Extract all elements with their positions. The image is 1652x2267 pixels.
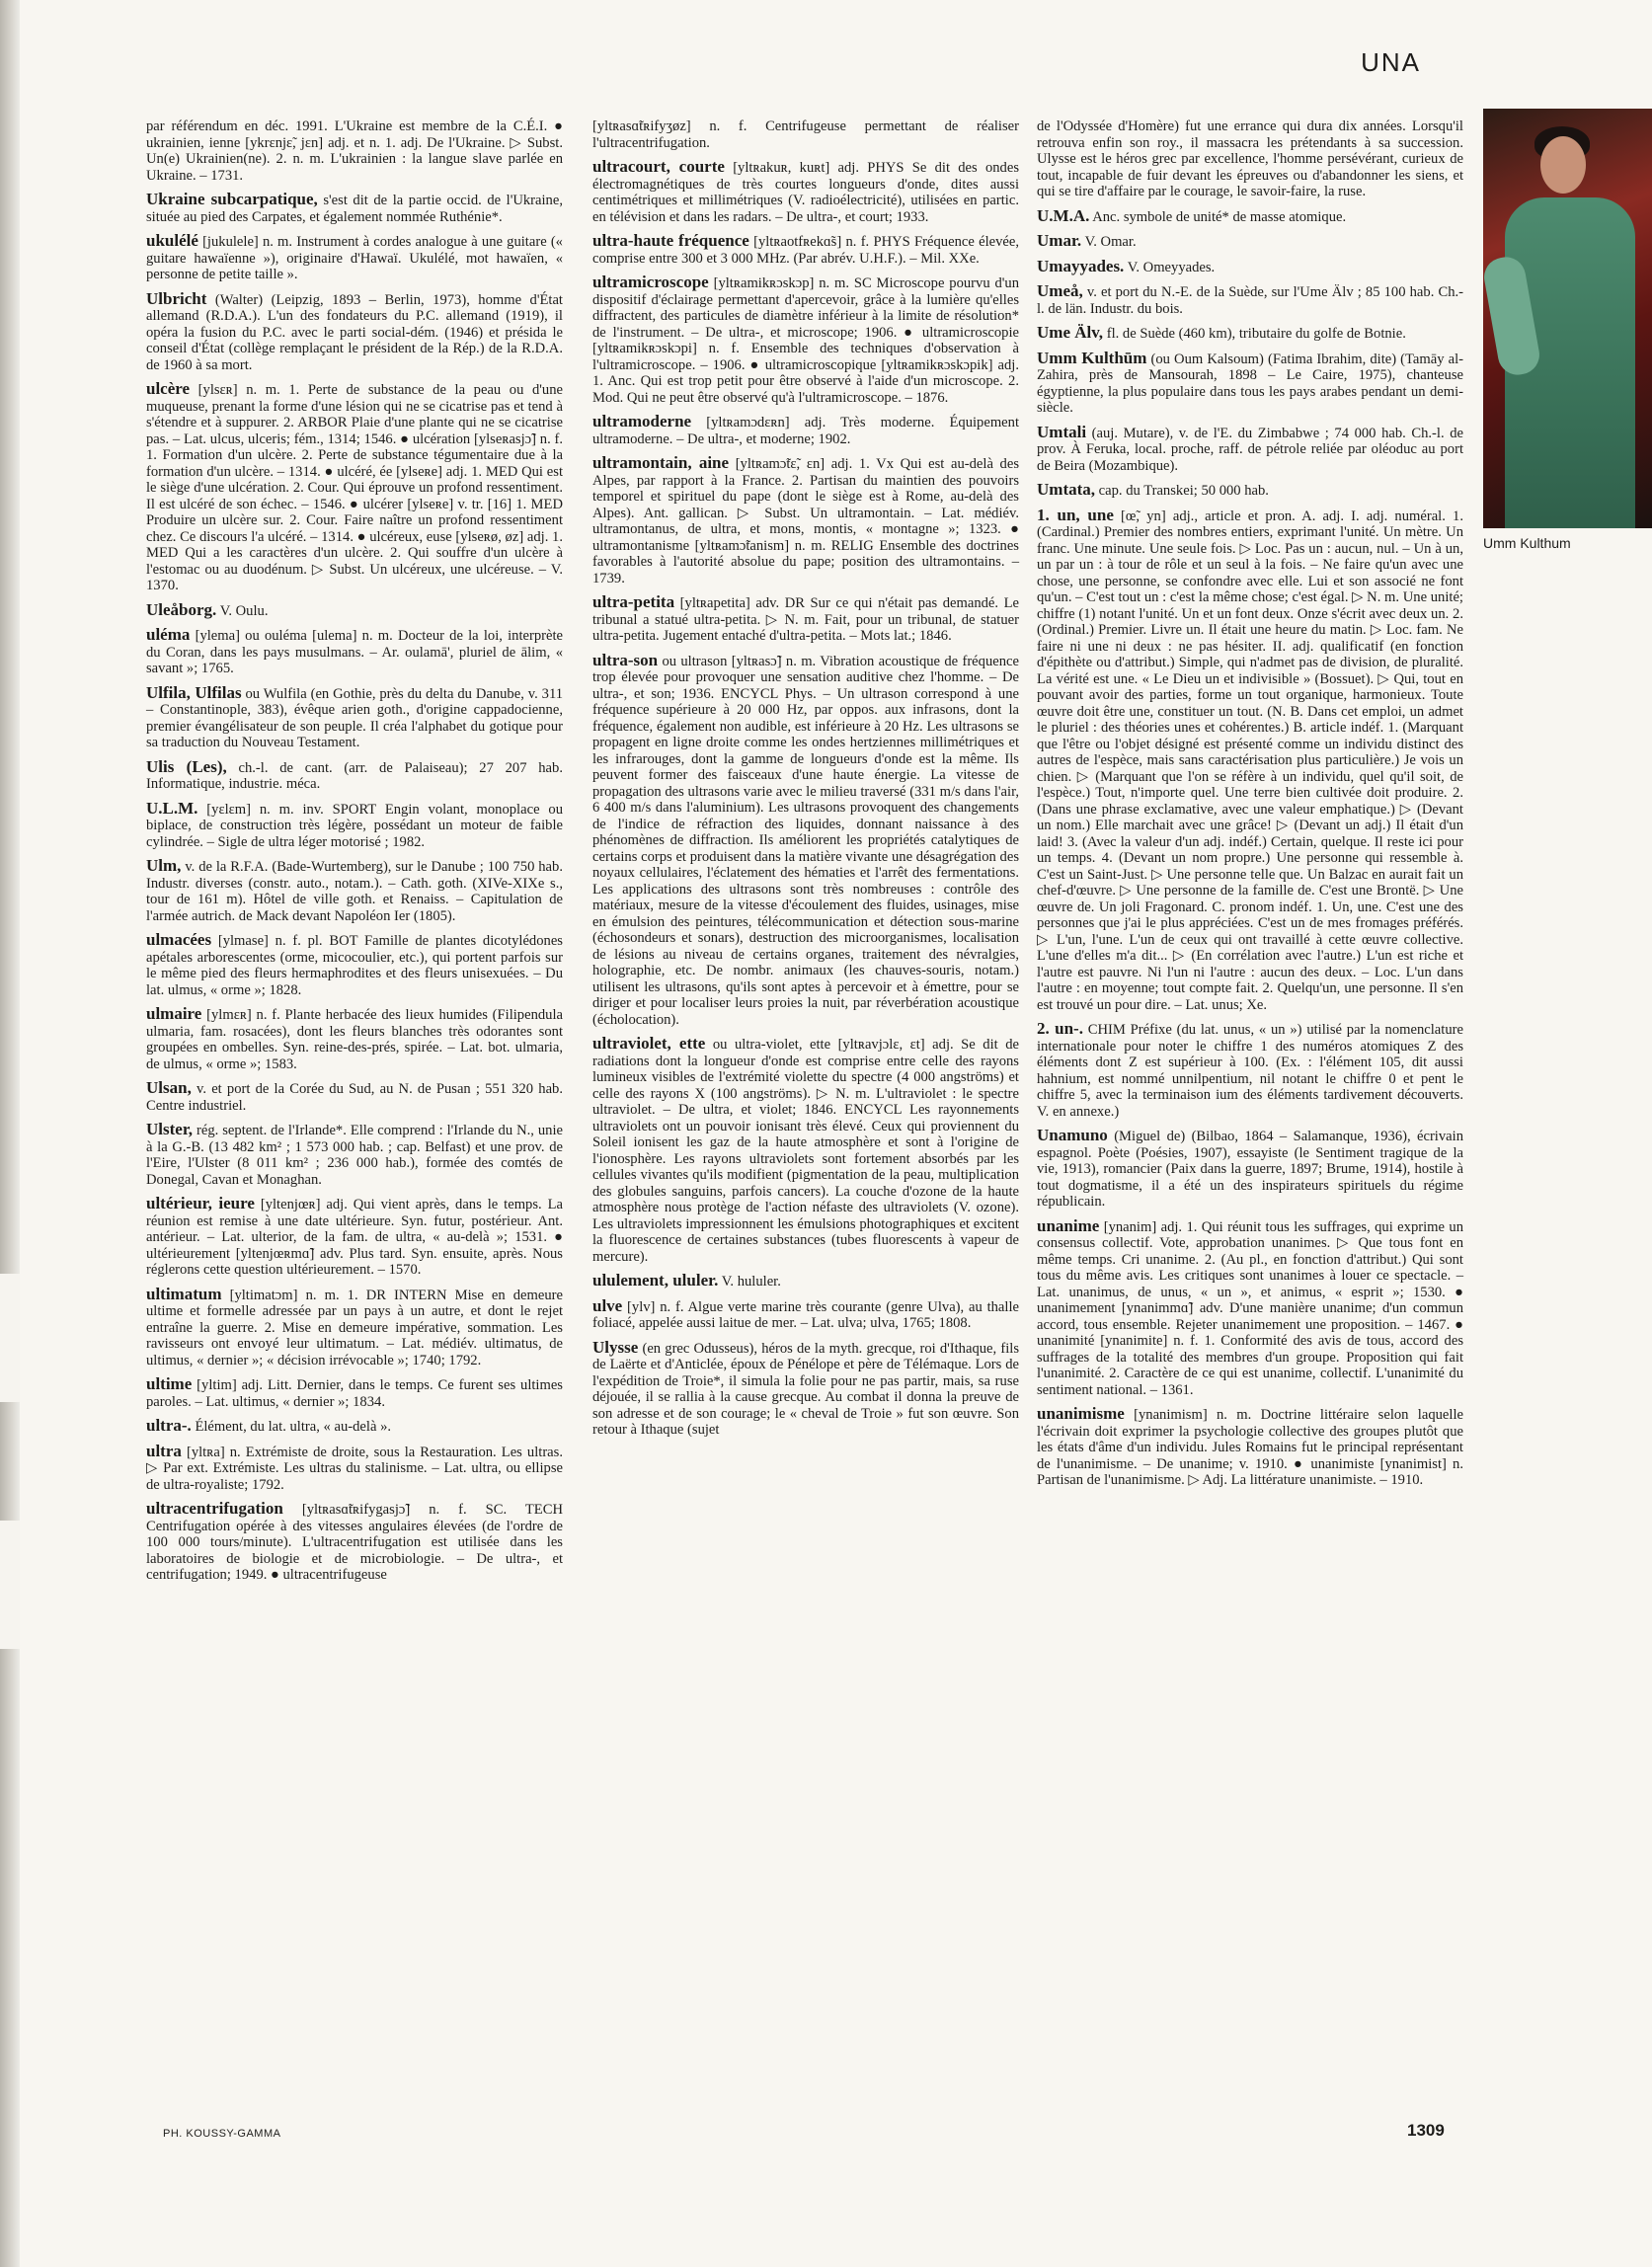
dictionary-entry — [146, 1196, 563, 1279]
entry-headword: ulve — [592, 1295, 623, 1315]
dictionary-entry — [1037, 1406, 1463, 1489]
entry-headword: ulcère — [146, 379, 191, 398]
entry-headword: Ulis (Les), — [146, 756, 227, 776]
dictionary-entry — [146, 381, 563, 594]
entry-text: [ylmɛʀ] n. f. Plante herbacée des lieux humides (Filipendula ulmaria, fam. rosacées), dont les fleurs blanches très odorantes sont groupées en ombelles. Syn. reine-des-prés, spirée. – Lat. bot. ulmaria, de ulmus, « orme »; 1583. — [146, 1007, 563, 1072]
dictionary-entry — [592, 455, 1019, 586]
entry-text: v. et port du N.-E. de la Suède, sur l'Ume Älv ; 85 100 hab. Ch.-l. de län. Industr. du bois. — [1037, 284, 1463, 317]
dictionary-entry — [1037, 325, 1463, 343]
entry-headword: ultérieur, ieure — [146, 1194, 255, 1212]
entry-text: s'est dit de la partie occid. de l'Ukraine, située au pied des Carpates, et également nommée Ruthénie*. — [146, 193, 563, 225]
entry-text: [ylmase] n. f. pl. BOT Famille de plantes dicotylédones apétales arborescentes (orme, micocoulier, etc.), qui portent parfois sur le même pied des fleurs hermaphrodites et des fleurs unisexuées. – Du lat. ulmus, « orme »; 1828. — [146, 933, 563, 998]
entry-text: [ylsɛʀ] n. m. 1. Perte de substance de la peau ou d'une muqueuse, prenant la forme d'une lésion qui ne se cicatrise pas et tend à s'étendre et à suppurer. 2. ARBOR Plaie d'une plante qui ne se cicatrise pas. – Lat. ulcus, ulceris; fém., 1314; 1546. ● ulcération [ylseʀasjɔ̃] n. f. 1. Formation d'un ulcère. 2. Perte de substance tégumentaire due à la formation d'un ulcère. – 1314. ● ulcéré, ée [ylseʀe] adj. 1. MED Qui est le siège d'une ulcération. 2. Cour. Qui éprouve un profond ressentiment. Il est ulcéré de son échec. – 1546. ● ulcérer [ylseʀe] v. tr. [16] 1. MED Produire un ulcère sur. 2. Cour. Faire naître un profond ressentiment chez. Ce discours l'a ulcéré. – 1314. ● ulcéreux, euse [ylseʀø, øz] adj. 1. MED Qui a les caractères d'un ulcère. 2. Qui souffre d'un ulcère à l'estomac ou au duodénum. ▷ Subst. Un ulcéreux, une ulcéreuse. – V. 1370. — [146, 382, 563, 593]
entry-headword: ultramicroscope — [592, 273, 709, 291]
page-binding-edge — [0, 0, 20, 2267]
entry-headword: ultimatum — [146, 1284, 222, 1303]
entry-text: (Miguel de) (Bilbao, 1864 – Salamanque, 1936), écrivain espagnol. Poète (Poésies, 1907), essayiste (le Sentiment tragique de la vie, 1913), romancier (Paix dans la guerre, 1897; Brume, 1914), hostile à tout dogmatisme, il a été un des inspirateurs spirituels du régime républicain. — [1037, 1129, 1463, 1210]
entry-headword: Ume Älv, — [1037, 323, 1104, 342]
dictionary-entry — [1037, 505, 1463, 1014]
dictionary-entry — [146, 599, 563, 620]
dictionary-entry — [146, 627, 563, 677]
column-3 — [1037, 118, 1463, 1497]
entry-headword: ultramontain, aine — [592, 453, 730, 472]
entry-headword: ulmacées — [146, 930, 212, 949]
figure-face — [1540, 136, 1586, 194]
entry-headword: Ulster, — [146, 1120, 194, 1138]
dictionary-entry — [592, 159, 1019, 225]
page-number: 1309 — [1407, 2121, 1445, 2140]
entry-text: [yltimatɔm] n. m. 1. DR INTERN Mise en demeure ultime et formelle adressée par un pays à un autre, et dont le rejet entraîne la guerre. 2. Mise en demeure impérative, sommation. Les ravisseurs ont envoyé leur ultimatum. – Lat. médiév. ultimatus, de ultimus, « dernier »; « décision irrévocable »; 1740; 1792. — [146, 1287, 563, 1368]
dictionary-entry — [146, 118, 563, 184]
page-tab — [0, 1521, 21, 1649]
entry-text: ch.-l. de cant. (arr. de Palaiseau); 27 207 hab. Informatique, industrie. méca. — [146, 759, 563, 792]
dictionary-entry — [146, 1006, 563, 1072]
entry-headword: ululement, ululer. — [592, 1271, 719, 1290]
entry-headword: unanime — [1037, 1215, 1100, 1235]
entry-text: (auj. Mutare), v. de l'E. du Zimbabwe ; 74 000 hab. Ch.-l. de prov. À Feruka, local. proche, raff. de pétrole reliée par oléoduc au port de Beira (Mozambique). — [1037, 425, 1463, 474]
entry-headword: 2. un-. — [1037, 1019, 1083, 1038]
entry-text: cap. du Transkei; 50 000 hab. — [1098, 483, 1269, 499]
entry-headword: Ulsan, — [146, 1078, 192, 1097]
entry-headword: Ulm, — [146, 856, 182, 875]
entry-text: fl. de Suède (460 km), tributaire du golfe de Botnie. — [1106, 326, 1406, 342]
entry-text: V. hululer. — [721, 1274, 781, 1290]
entry-text: [yltʀakuʀ, kuʀt] adj. PHYS Se dit des ondes électromagnétiques de très courtes longueurs d'onde, dites aussi centimétriques et millimétriques (V. radioélectricité), utilisées en partic. en télévision et dans les radars. – De ultra-, et court; 1933. — [592, 160, 1019, 225]
dictionary-entry — [1037, 1128, 1463, 1211]
entry-headword: ultracentrifugation — [146, 1499, 283, 1518]
entry-headword: unanimisme — [1037, 1404, 1125, 1423]
entry-headword: Uleåborg. — [146, 599, 217, 619]
dictionary-entry — [1037, 1021, 1463, 1120]
dictionary-entry — [1037, 283, 1463, 317]
dictionary-entry — [1037, 482, 1463, 500]
entry-text: rég. septent. de l'Irlande*. Elle comprend : l'Irlande du N., unie à la G.-B. (13 482 km² ; 1 573 000 hab. ; cap. Belfast) et une prov. de l'Eire, l'Ulster (8 011 km² ; 236 000 hab.), formée des comtés de Donegal, Cavan et Monaghan. — [146, 1123, 563, 1188]
entry-headword: Umtata, — [1037, 480, 1096, 499]
entry-text: [yltʀasɑ̃tʀifyʒøz] n. f. Centrifugeuse permettant de réaliser l'ultracentrifugation. — [592, 118, 1019, 151]
dictionary-entry — [146, 1080, 563, 1114]
dictionary-entry — [146, 798, 563, 851]
entry-headword: Ulysse — [592, 1337, 639, 1357]
entry-text: [ynanimism] n. m. Doctrine littéraire selon laquelle l'écrivain doit exprimer la psychologie collective des groupes plutôt que les états d'âme d'un individu. Jules Romains fut le principal représentant de l'unanimisme. – De unanime; v. 1910. ● unanimiste [ynanimist] n. Partisan de l'unanimisme. ▷ Adj. La littérature unanimiste. – 1910. — [1037, 1407, 1463, 1488]
entry-text: CHIM Préfixe (du lat. unus, « un ») utilisé par la nomenclature internationale pour noter le chiffre 1 des numéros atomiques Z des éléments dont Z est supérieur à 100. (Ex. : l'élément 105, dit aussi hahnium, est nommé unnilpentium, nil notant le chiffre 0 et pent le chiffre 5, avec la terminaison ium des éléments tardivement découverts. V. en annexe.) — [1037, 1022, 1463, 1120]
entry-headword: ultra-son — [592, 650, 659, 669]
dictionary-entry — [146, 932, 563, 998]
dictionary-entry — [592, 650, 1019, 1029]
dictionary-entry — [1037, 256, 1463, 276]
entry-headword: Ukraine subcarpatique, — [146, 190, 318, 208]
entry-headword: Umeå, — [1037, 281, 1083, 300]
entry-headword: ultra-haute fréquence — [592, 231, 749, 250]
portrait-photo — [1483, 109, 1652, 528]
dictionary-entry — [146, 288, 563, 374]
entry-text: ou Wulfila (en Gothie, près du delta du Danube, v. 311 – Constantinople, 383), évêque arien goth., d'origine cappadocienne, premier évangélisateur de son peuple. Il créa l'alphabet du gotique pour sa traduction du Nouveau Testament. — [146, 685, 563, 750]
dictionary-entry — [592, 1036, 1019, 1265]
entry-text: [ynanim] adj. 1. Qui réunit tous les suffrages, qui exprime un consensus collectif. Vote, approbation unanimes. ▷ Que tous font en même temps. Cri unanime. 2. (Au pl., en fonction d'attribut.) Qui sont tous du même avis. Les critiques sont unanimes à louer ce spectacle. – Lat. unanimus, de unus, « un », et animus, « esprit »; 1530. ● unanimement [ynanimmɑ̃] adv. D'une manière unanime; d'un commun accord, tous ensemble. Rejeter unanimement une proposition. – 1467. ● unanimité [ynanimite] n. f. 1. Conformité des avis de tous, accord des suffrages de la totalité des membres d'un groupe. Proposition qui fait l'unanimité. 2. Caractère de ce qui est unanime, collectif. L'unanimité du sentiment national. – 1361. — [1037, 1218, 1463, 1398]
entry-text: [ylema] ou ouléma [ulema] n. m. Docteur de la loi, interprète du Coran, dans les pays musulmans. – Ar. oulamā', pluriel de ālim, « savant »; 1765. — [146, 628, 563, 676]
page-tab — [0, 1274, 21, 1402]
entry-text: ou ultrason [yltʀasɔ̃] n. m. Vibration acoustique de fréquence trop élevée pour provoquer une sensation auditive chez l'homme. – De ultra-, et son; 1936. ENCYCL Phys. – Un ultrason correspond à une fréquence supérieure à 20 000 Hz, par oppos. aux infrasons, dont la fréquence, également non audible, est inférieure à 20 Hz. Les ultrasons se propagent en ligne droite comme les ondes hertziennes millimétriques et les infrarouges, dont la gamme de longueurs d'onde est la même. Ils peuvent former des faisceaux d'une haute énergie. La vitesse de propagation des ultrasons varie avec le milieu traversé (331 m/s dans l'air, 6 400 m/s dans l'aluminium). Les ultrasons provoquent des changements de l'indice de réfraction des liquides, donnant naissance à des phénomènes de diffraction. Ils améliorent les propriétés catalytiques de certains corps et produisent dans la matière vivante une désagrégation des noyaux cellulaires, l'éclatement des hématies et l'arrêt des fermentations. Les applications des ultrasons sont très nombreuses : contrôle des matériaux, mesure de la vitesse d'écoulement des fluides, usinages, mise en émulsion des peintures, télécommunication et détection sous-marine (échosondeurs et sonars), destruction des microorganismes, localisation de lésions au niveau de certains organes, traitement des névralgies, holographie, etc. De nombr. animaux (les chauves-souris, notam.) utilisent les ultrasons, qu'ils sont aptes à percevoir et à émettre, pour se diriger et pour localiser leurs proies la nuit, par réverbération acoustique (écholocation). — [592, 653, 1019, 1028]
column-2 — [592, 118, 1019, 1446]
entry-text: par référendum en déc. 1991. L'Ukraine est membre de la C.É.I. ● ukrainien, ienne [ykrɛnjɛ̃, jɛn] adj. et n. 1. adj. De l'Ukraine. ▷ Subst. Un(e) Ukrainien(ne). 2. n. m. L'ukrainien : la langue slave parlée en Ukraine. – 1731. — [146, 118, 563, 184]
entry-text: [yltim] adj. Litt. Dernier, dans le temps. Ce furent ses ultimes paroles. – Lat. ultimus, « dernier »; 1834. — [146, 1377, 563, 1410]
entry-headword: ultra-. — [146, 1416, 192, 1435]
dictionary-entry — [592, 1273, 1019, 1290]
dictionary-entry — [592, 414, 1019, 447]
entry-text: [yltʀasɑ̃tʀifygasjɔ̃] n. f. SC. TECH Centrifugation opérée à des vitesses angulaires élevées (de l'ordre de 100 000 tours/minute). L'ultracentrifugation est utilisée dans les laboratoires de biologie et de microbiologie. – De ultra-, et centrifugation; 1949. ● ultracentrifugeuse — [146, 1502, 563, 1583]
entry-headword: U.L.M. — [146, 798, 198, 818]
dictionary-entry — [592, 274, 1019, 406]
entry-headword: Umm Kulthūm — [1037, 348, 1147, 367]
entry-text: [yltenjœʀ] adj. Qui vient après, dans le temps. La réunion est remise à une date ultérieure. Syn. futur, postérieur. Ant. antérieur. – Lat. ulterior, de la fam. de ultra, « au-delà »; 1531. ● ultérieurement [yltenjœʀmɑ̃] adv. Plus tard. Syn. ensuite, après. Nous réglerons cette question ultérieurement. – 1570. — [146, 1197, 563, 1278]
dictionary-entry — [592, 118, 1019, 151]
dictionary-entry — [146, 1122, 563, 1188]
entry-text: [yltʀamɔdɛʀn] adj. Très moderne. Équipement ultramoderne. – De ultra-, et moderne; 1902. — [592, 415, 1019, 447]
running-header: UNA — [1361, 47, 1421, 77]
dictionary-entry — [146, 1441, 563, 1494]
entry-text: [yltʀaotfʀekɑ̃s] n. f. PHYS Fréquence élevée, comprise entre 300 et 3 000 MHz. (Par abrév. U.H.F.). – Mil. XXe. — [592, 234, 1019, 267]
dictionary-entry — [1037, 118, 1463, 200]
entry-headword: Umar. — [1037, 231, 1082, 250]
entry-text: de l'Odyssée d'Homère) fut une errance qui dura dix années. Lorsqu'il retrouva enfin son roy., il massacra les prétendants à sa succession. Ulysse est le héros grec par excellence, l'homme persévérant, curieux de tout, incapable de fuir devant les épreuves ou d'abandonner les siens, et qui se tire d'affaire par le courage, le savoir-faire, la ruse. — [1037, 118, 1463, 199]
entry-headword: ulmaire — [146, 1004, 202, 1023]
entry-text: [jukulele] n. m. Instrument à cordes analogue à une guitare (« guitare hawaïenne »), originaire d'Hawaï. Ukulélé, mot hawaïen, « personne de petite taille ». — [146, 234, 563, 282]
entry-headword: Umayyades. — [1037, 256, 1125, 275]
entry-headword: U.M.A. — [1037, 205, 1090, 225]
entry-text: (en grec Odusseus), héros de la myth. grecque, roi d'Ithaque, fils de Laërte et d'Anticlée, époux de Pénélope et père de Télémaque. Lors de l'expédition de Troie*, il simula la folie pour ne pas partir, mais, sa ruse déjouée, il se rallia à la cause grecque. Au combat il donna la preuve de son adresse et de son courage; le « cheval de Troie » fut son œuvre. Son retour à Ithaque (sujet — [592, 1340, 1019, 1438]
entry-text: [ylv] n. f. Algue verte marine très courante (genre Ulva), au thalle foliacé, appelée aussi laitue de mer. – Lat. ulva; ulva, 1765; 1808. — [592, 1298, 1019, 1331]
entry-text: [yltʀapetita] adv. DR Sur ce qui n'était pas demandé. Le tribunal a statué ultra-petita. ▷ N. m. Fait, pour un tribunal, de statuer ultra-petita. Jugement entaché d'ultra-petita. – Mots lat.; 1846. — [592, 595, 1019, 644]
photo-credit: PH. KOUSSY-GAMMA — [163, 2128, 281, 2140]
dictionary-entry — [146, 1418, 563, 1436]
entry-headword: uléma — [146, 625, 191, 644]
entry-text: Anc. symbole de unité* de masse atomique. — [1092, 208, 1347, 225]
photo-caption: Umm Kulthum — [1483, 535, 1571, 551]
dictionary-entry — [592, 1295, 1019, 1332]
entry-text: (ou Oum Kalsoum) (Fatima Ibrahim, dite) (Tamāy al-Zahira, près de Mansourah, 1898 – Le Caire, 1975), chanteuse égyptienne, la plus populaire dans tous les pays arabes pendant un demi-siècle. — [1037, 351, 1464, 416]
dictionary-entry — [1037, 205, 1463, 226]
entry-text: [œ̃, yn] adj., article et pron. A. adj. I. adj. numéral. 1. (Cardinal.) Premier des nombres entiers, exprimant l'unité. Un mètre. Un franc. Une minute. Une seule fois. ▷ Loc. Pas un : aucun, nul. – Un à un, un par un : à tour de rôle et un seul à la fois. – Ne faire qu'un avec une chose, une personne, se confondre avec elle. Lui et son associé ne font qu'un. – C'est tout un : c'est la même chose; c'est égal. ▷ N. m. Une unité; chiffre (1) notant l'unité. Un et un font deux. Onze s'écrit avec deux un. 2. (Ordinal.) Premier. Livre un. Il était une heure du matin. ▷ Loc. fam. Ne faire ni une ni deux : ne pas hésiter. II. adj. qualificatif (en fonction d'épithète ou d'attribut.) Simple, qui n'admet pas de division, de pluralité. La vérité est une. « Le Dieu un et indivisible » (Bossuet). ▷ Qui, tout en pouvant avoir des parties, forme un tout organique, harmonieux. Toute œuvre doit être une, constituer un tout. (N. B. Dans cet emploi, un admet le pluriel : des théories unes et cohérentes.) B. article indéf. 1. (Marquant que l'être ou l'objet désigné est présenté comme un individu distinct des autres de l'espèce, mais sans caractérisation plus particulière.) Je vois un chien. ▷ (Marquant que l'on se réfère à un individu, quel qu'il soit, de l'espèce.) Tout, n'importe quel. Une terre bien cultivée doit produire. 2. (Dans une phrase exclamative, avec une valeur emphatique.) ▷ (Devant un nom.) Elle marchait avec une grâce! ▷ (Devant un adj.) Il était d'un laid! 3. (Avec la valeur d'un adj. indéf.) Certain, quelque. Il reste ici pour un temps. 4. (Devant un nom propre.) Une personne qui ressemble à. C'est un Saint-Just. ▷ Une personne telle que. Un Balzac en aurait fait un chef-d'œuvre. ▷ Une personne de la famille de. C'est une Brontë. ▷ Une œuvre de. Un joli Fragonard. C. pronom indéf. 1. Un, une. C'est une des personnes que j'ai le plus appréciées. C'est un de mes fromages préférés. ▷ L'un, l'une. L'un de ceux qui ont travaillé à cette œuvre collective. L'une d'elles m'a dit... ▷ (En corrélation avec l'autre.) L'un est riche et l'autre est pauvre. Ni l'un ni l'autre : aucun des deux. – Loc. L'un dans l'autre : en moyenne; tout compte fait. 2. Quelqu'un, une personne. Il s'en est trouvé un pour dire. – Lat. unus; Xe. — [1037, 508, 1463, 1013]
entry-text: Élément, du lat. ultra, « au-delà ». — [195, 1419, 392, 1435]
dictionary-page — [20, 0, 1652, 2267]
entry-headword: 1. un, une — [1037, 505, 1114, 524]
column-1 — [146, 118, 563, 1592]
entry-headword: ultra — [146, 1441, 182, 1460]
dictionary-entry — [146, 1501, 563, 1584]
entry-headword: ultra-petita — [592, 592, 675, 611]
entry-text: [yɛlɛm] n. m. inv. SPORT Engin volant, monoplace ou biplace, de construction très légère, possédant un moteur de faible cylindrée. – Sigle de ultra léger motorisé ; 1982. — [146, 801, 563, 850]
entry-text: (Walter) (Leipzig, 1893 – Berlin, 1973), homme d'État allemand (R.D.A.). L'un des fondateurs du P.C. allemand (1919), il opéra la fusion du P.C. avec le parti social-dém. (1946) et présida le conseil d'État (collège remplaçant le président de la Rép.) de la R.D.A. de 1960 à sa mort. — [146, 291, 563, 373]
entry-headword: Umtali — [1037, 422, 1087, 441]
entry-text: [yltʀa] n. Extrémiste de droite, sous la Restauration. Les ultras. ▷ Par ext. Extrémiste. Les ultras du stalinisme. – Lat. ultra, ou ellipse de ultra-royaliste; 1792. — [146, 1444, 563, 1493]
entry-text: v. de la R.F.A. (Bade-Wurtemberg), sur le Danube ; 100 750 hab. Industr. diverses (constr. auto., notam.). – Cath. goth. (XIVe-XIXe s., tour de 161 m). Hôtel de ville goth. et Renaiss. – Capitulation de l'armée autrich. de Mack devant Napoléon Ier (1805). — [146, 859, 563, 924]
entry-text: V. Oulu. — [219, 602, 269, 619]
dictionary-entry — [592, 233, 1019, 267]
dictionary-entry — [1037, 1215, 1463, 1399]
entry-text: V. Omar. — [1084, 234, 1137, 250]
entry-headword: ukulélé — [146, 231, 198, 250]
dictionary-entry — [1037, 422, 1463, 475]
entry-headword: Ulfila, Ulfilas — [146, 682, 242, 702]
entry-headword: ultracourt, courte — [592, 157, 725, 176]
entry-headword: Unamuno — [1037, 1126, 1108, 1144]
entry-text: [yltʀamɔ̃tɛ̃, ɛn] adj. 1. Vx Qui est au-delà des Alpes, par rapport à la France. 2. Partisan du maintien des pouvoirs temporel et spirituel du pape (dont le siège est à Rome, au-delà des Alpes). Ant. gallican. ▷ Subst. Un ultramontain. – Lat. médiév. ultramontanus, de ultra, et mons, montis, « montagne »; 1323. ● ultramontanisme [yltʀamɔ̃tanism] n. m. RELIG Ensemble des doctrines favorables à l'autorité absolue du pape; position des ultramontains. – 1739. — [592, 456, 1019, 586]
entry-text: ou ultra-violet, ette [yltʀavjɔlɛ, ɛt] adj. Se dit de radiations dont la longueur d'onde est comprise entre celle des rayons lumineux visibles de l'extrémité violette du spectre (4 000 angströms) et celle des rayons X (100 angströms). ▷ N. m. L'ultraviolet : le spectre ultraviolet. – De ultra, et violet; 1846. ENCYCL Les rayonnements ultraviolets ont un pouvoir ionisant très élevé. Ceux qui proviennent du Soleil ionisent les gaz de la haute atmosphère et sont à l'origine de l'ionosphère. Les rayons ultraviolets sont fortement absorbés par les cellules vivantes qu'ils modifient (pigmentation de la peau, multiplication des globules sanguins, parfois cancers). La couche d'ozone de la haute atmosphère nous protège de l'action néfaste des ultraviolets (V. ozone). Les ultraviolets impressionnent les émulsions photographiques et excitent la fluorescence de certaines substances (tubes fluorescents à vapeur de mercure). — [592, 1037, 1019, 1265]
dictionary-entry — [146, 682, 563, 751]
dictionary-entry — [146, 192, 563, 225]
dictionary-entry — [592, 1337, 1019, 1439]
entry-text: V. Omeyyades. — [1127, 259, 1216, 275]
dictionary-entry — [146, 233, 563, 283]
entry-text: [yltʀamikʀɔskɔp] n. m. SC Microscope pourvu d'un dispositif d'éclairage permettant d'apercevoir, grâce à la lumière qu'elles diffractent, des particules de diamètre inférieur à la limite de résolution* de l'instrument. – De ultra-, et microscope; 1906. ● ultramicroscopie [yltʀamikʀɔskɔpi] n. f. Ensemble des techniques d'observation à l'ultramicroscope. – 1906. ● ultramicroscopique [yltʀamikʀɔskɔpik] adj. 1. Anc. Qui est trop petit pour être observé à l'aide d'un microscope. 2. Mod. Qui ne peut être observé qu'à l'ultramicroscope. – 1876. — [592, 275, 1019, 406]
entry-headword: ultraviolet, ette — [592, 1034, 706, 1053]
entry-headword: ultime — [146, 1374, 193, 1393]
dictionary-entry — [146, 1284, 563, 1369]
entry-headword: Ulbricht — [146, 288, 207, 308]
dictionary-entry — [146, 858, 563, 924]
entry-headword: ultramoderne — [592, 412, 692, 430]
dictionary-entry — [146, 1376, 563, 1410]
dictionary-entry — [1037, 233, 1463, 251]
dictionary-entry — [592, 594, 1019, 645]
dictionary-entry — [1037, 348, 1464, 417]
dictionary-entry — [146, 756, 563, 793]
entry-text: v. et port de la Corée du Sud, au N. de Pusan ; 551 320 hab. Centre industriel. — [146, 1081, 563, 1114]
